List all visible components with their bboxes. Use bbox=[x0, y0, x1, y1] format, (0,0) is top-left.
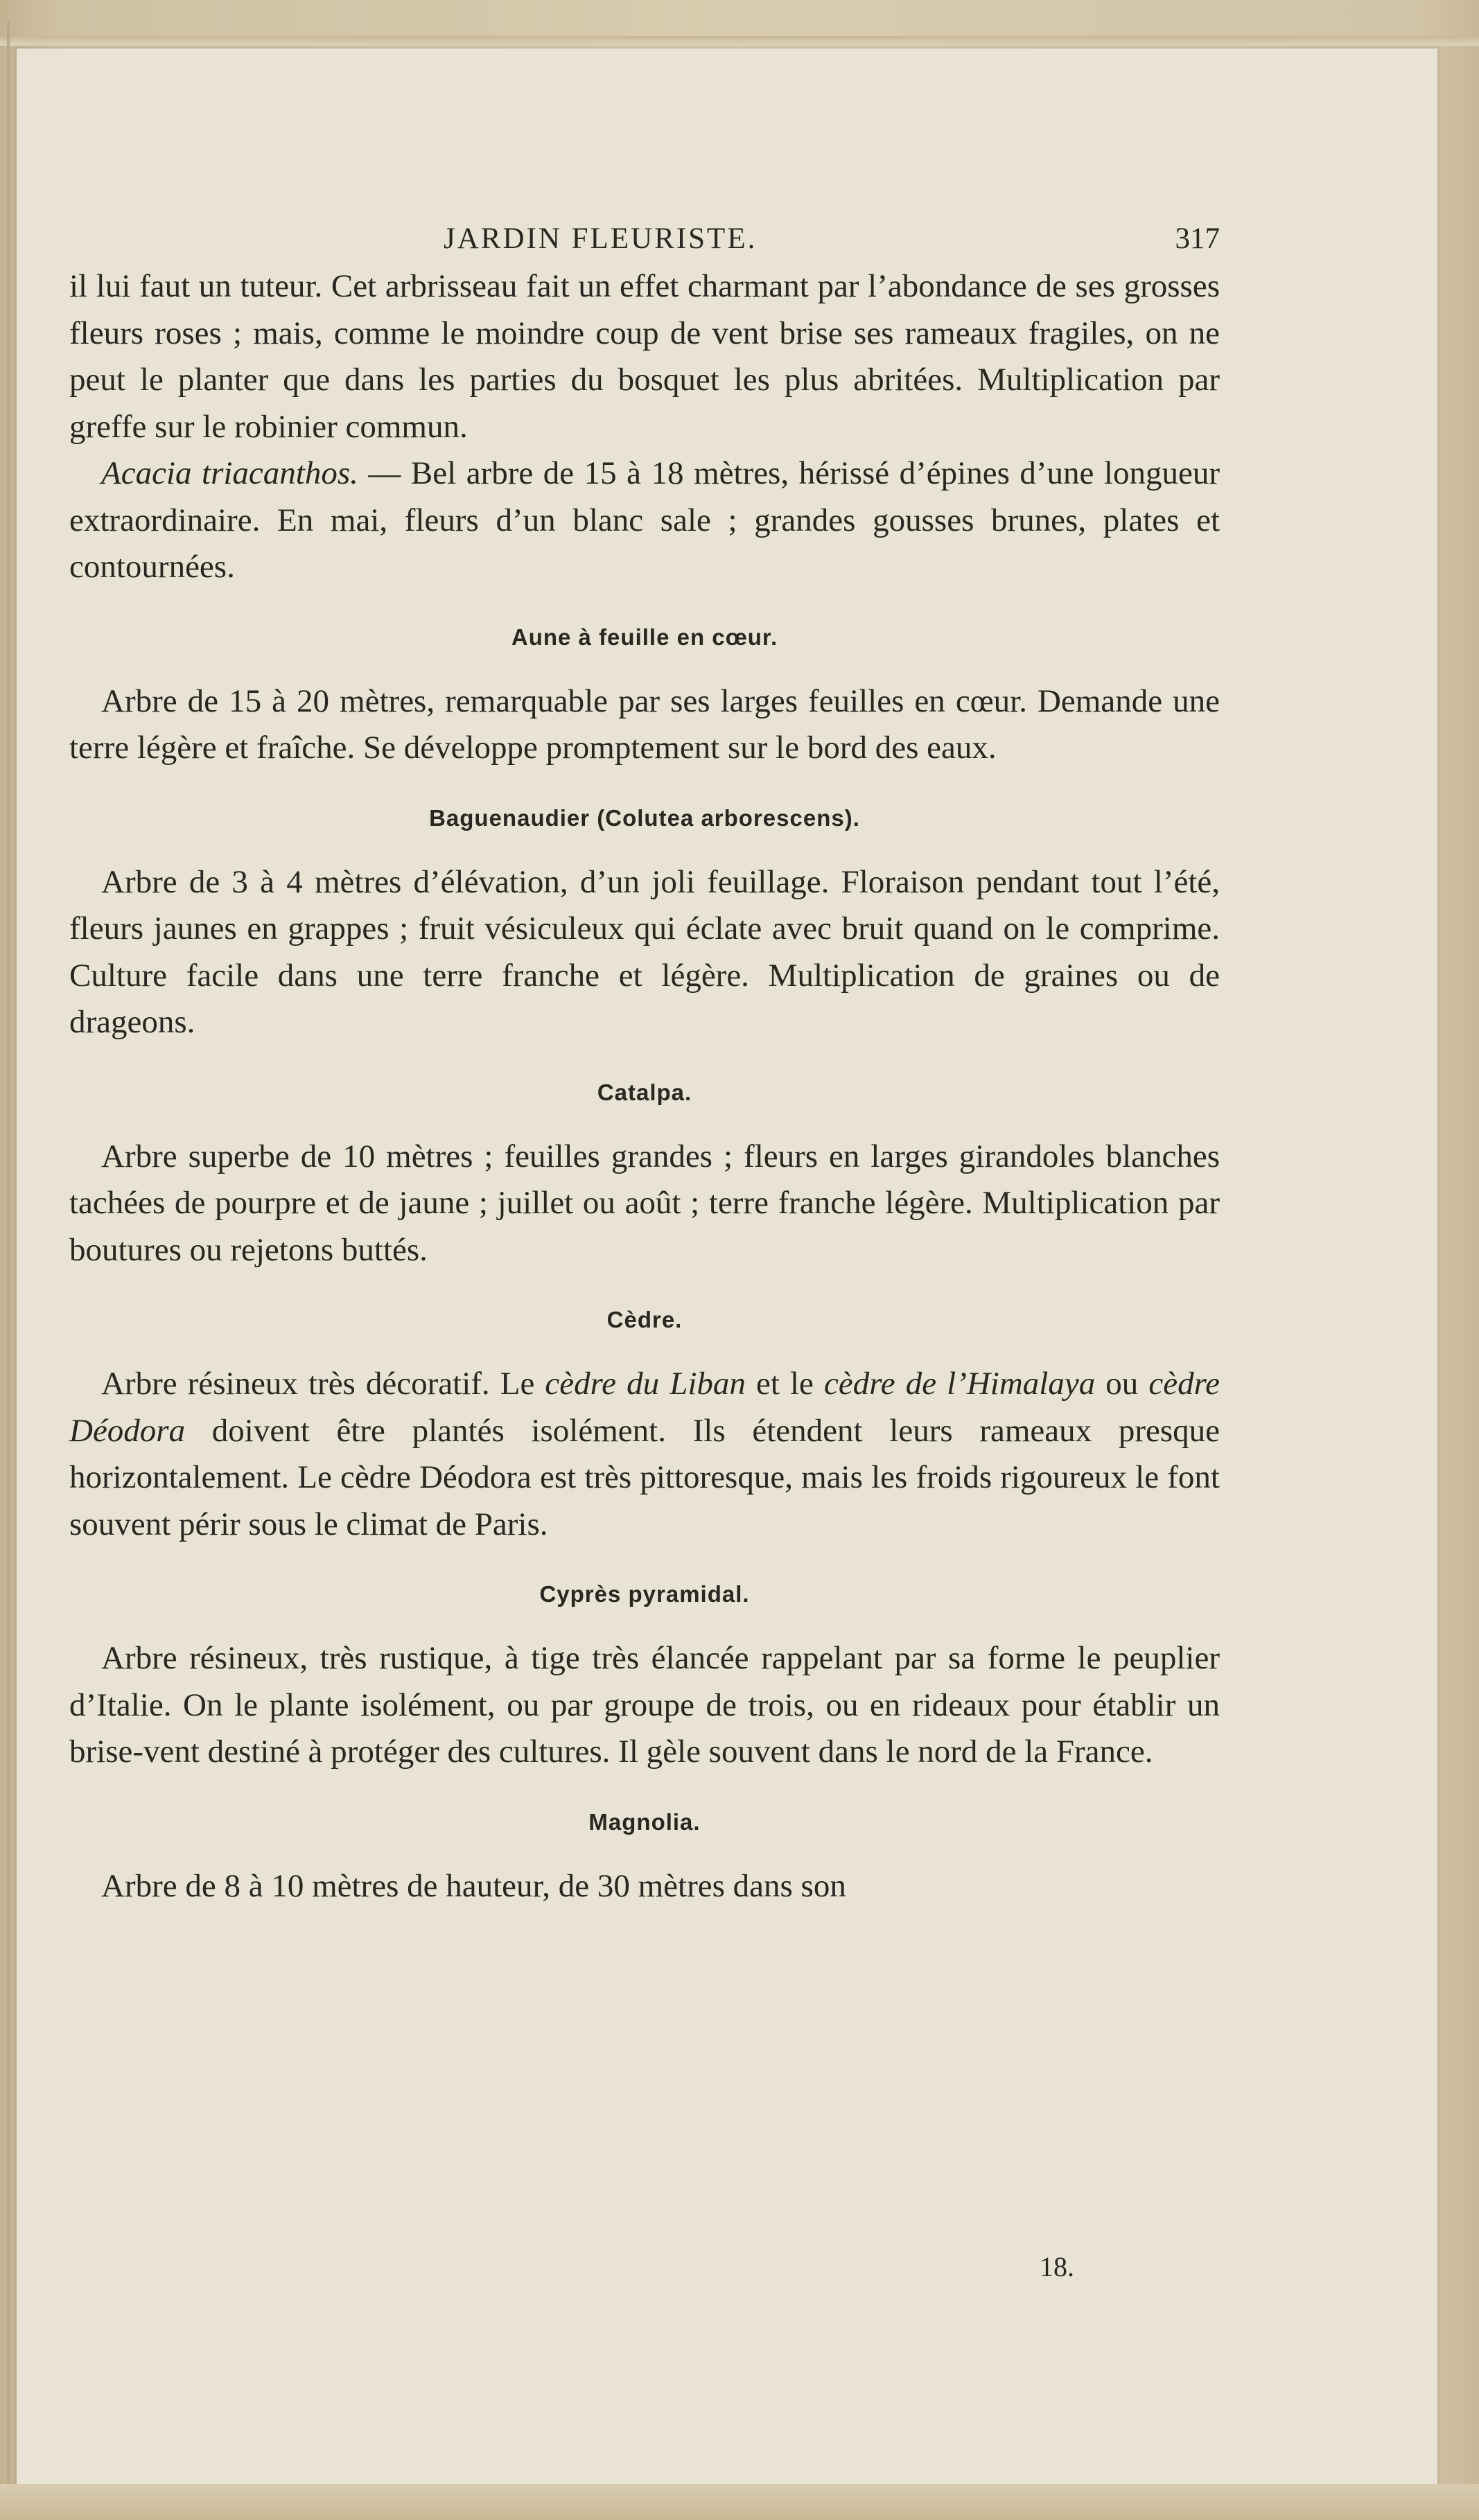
section-cedre bbox=[69, 1307, 1220, 1548]
page-left-edge bbox=[7, 21, 10, 2487]
running-title: JARDIN FLEURISTE. bbox=[444, 222, 758, 255]
section-title-catalpa: Catalpa. bbox=[597, 1079, 692, 1105]
cedre-italic-liban: cèdre du Liban bbox=[545, 1366, 746, 1402]
section-text-magnolia: Arbre de 8 à 10 mètres de hauteur, de 30 mètres dans son bbox=[101, 1867, 846, 1904]
acacia-name: Acacia triacanthos. bbox=[101, 455, 358, 491]
section-text-baguenaudier: Arbre de 3 à 4 mètres d’élévation, d’un joli feuillage. Floraison pendant tout l’été, fleurs jaunes en grappes ; fruit vésiculeux qui éclate avec bruit quand on le comprime. Culture facile dans une terre franche et légère. Multiplication de graines ou de drageons. bbox=[69, 863, 1220, 1040]
cedre-text-d: doivent être plantés isolément. Ils étendent leurs rameaux presque horizontalement. Le cèdre Déodora est très pittoresque, mais les froids rigoureux le font souvent périr sous le climat de Paris. bbox=[69, 1412, 1220, 1542]
intro-paragraph: il lui faut un tuteur. Cet arbrisseau fait un effet charmant par l’abondance de ses grosses fleurs roses ; mais, comme le moindre coup de vent brise ses rameaux fragiles, on ne peut le planter que dans les parties du bosquet les plus abritées. Multiplication par greffe sur le robinier commun. bbox=[69, 268, 1220, 445]
section-title-aune: Aune à feuille en cœur. bbox=[511, 624, 778, 650]
acacia-text: — Bel arbre de 15 à 18 mètres, hérissé d’épines d’une longueur extraordinaire. En mai, fleurs d’un blanc sale ; grandes gousses brunes, plates et contournées. bbox=[69, 455, 1220, 585]
cedre-text-a: Arbre résineux très décoratif. Le bbox=[101, 1366, 545, 1402]
section-text-aune: Arbre de 15 à 20 mètres, remarquable par ses larges feuilles en cœur. Demande une terre légère et fraîche. Se développe promptement sur le bord des eaux. bbox=[69, 682, 1220, 766]
page-content bbox=[69, 208, 1220, 1910]
section-text-cedre bbox=[69, 1361, 1220, 1548]
page-number: 317 bbox=[1175, 222, 1220, 255]
section-cypres bbox=[69, 1581, 1220, 1776]
cedre-italic-himalaya: cèdre de l’Himalaya bbox=[823, 1366, 1096, 1402]
section-catalpa bbox=[69, 1080, 1220, 1274]
section-title-magnolia: Magnolia. bbox=[588, 1808, 701, 1835]
cedre-italic-deodora: cèdre Déodora bbox=[69, 1366, 1220, 1449]
page-bottom-band bbox=[0, 2484, 1479, 2520]
section-text-catalpa: Arbre superbe de 10 mètres ; feuilles grandes ; fleurs en larges girandoles blanches tachées de pourpre et de jaune ; juillet ou août ; terre franche légère. Multiplication par boutures ou rejetons buttés. bbox=[69, 1138, 1220, 1268]
cedre-text-c: ou bbox=[1095, 1366, 1149, 1402]
page-top-edge bbox=[0, 36, 1479, 46]
section-baguenaudier bbox=[69, 805, 1220, 1046]
section-text-cypres: Arbre résineux, très rustique, à tige très élancée rappelant par sa forme le peuplier d’Italie. On le plante isolément, ou par groupe de trois, ou en rideaux pour établir un brise-vent destiné à protéger des cultures. Il gèle souvent dans le nord de la France. bbox=[69, 1640, 1220, 1770]
signature-mark: 18. bbox=[1040, 2251, 1074, 2282]
section-magnolia bbox=[69, 1809, 1220, 1910]
section-title-cedre: Cèdre. bbox=[606, 1307, 683, 1332]
section-aune bbox=[69, 624, 1220, 772]
running-head bbox=[69, 208, 1220, 263]
section-title-baguenaudier: Baguenaudier (Colutea arborescens). bbox=[429, 804, 860, 831]
section-title-cypres: Cyprès pyramidal. bbox=[539, 1581, 750, 1607]
cedre-text-b: et le bbox=[745, 1366, 824, 1402]
acacia-paragraph bbox=[69, 450, 1220, 591]
